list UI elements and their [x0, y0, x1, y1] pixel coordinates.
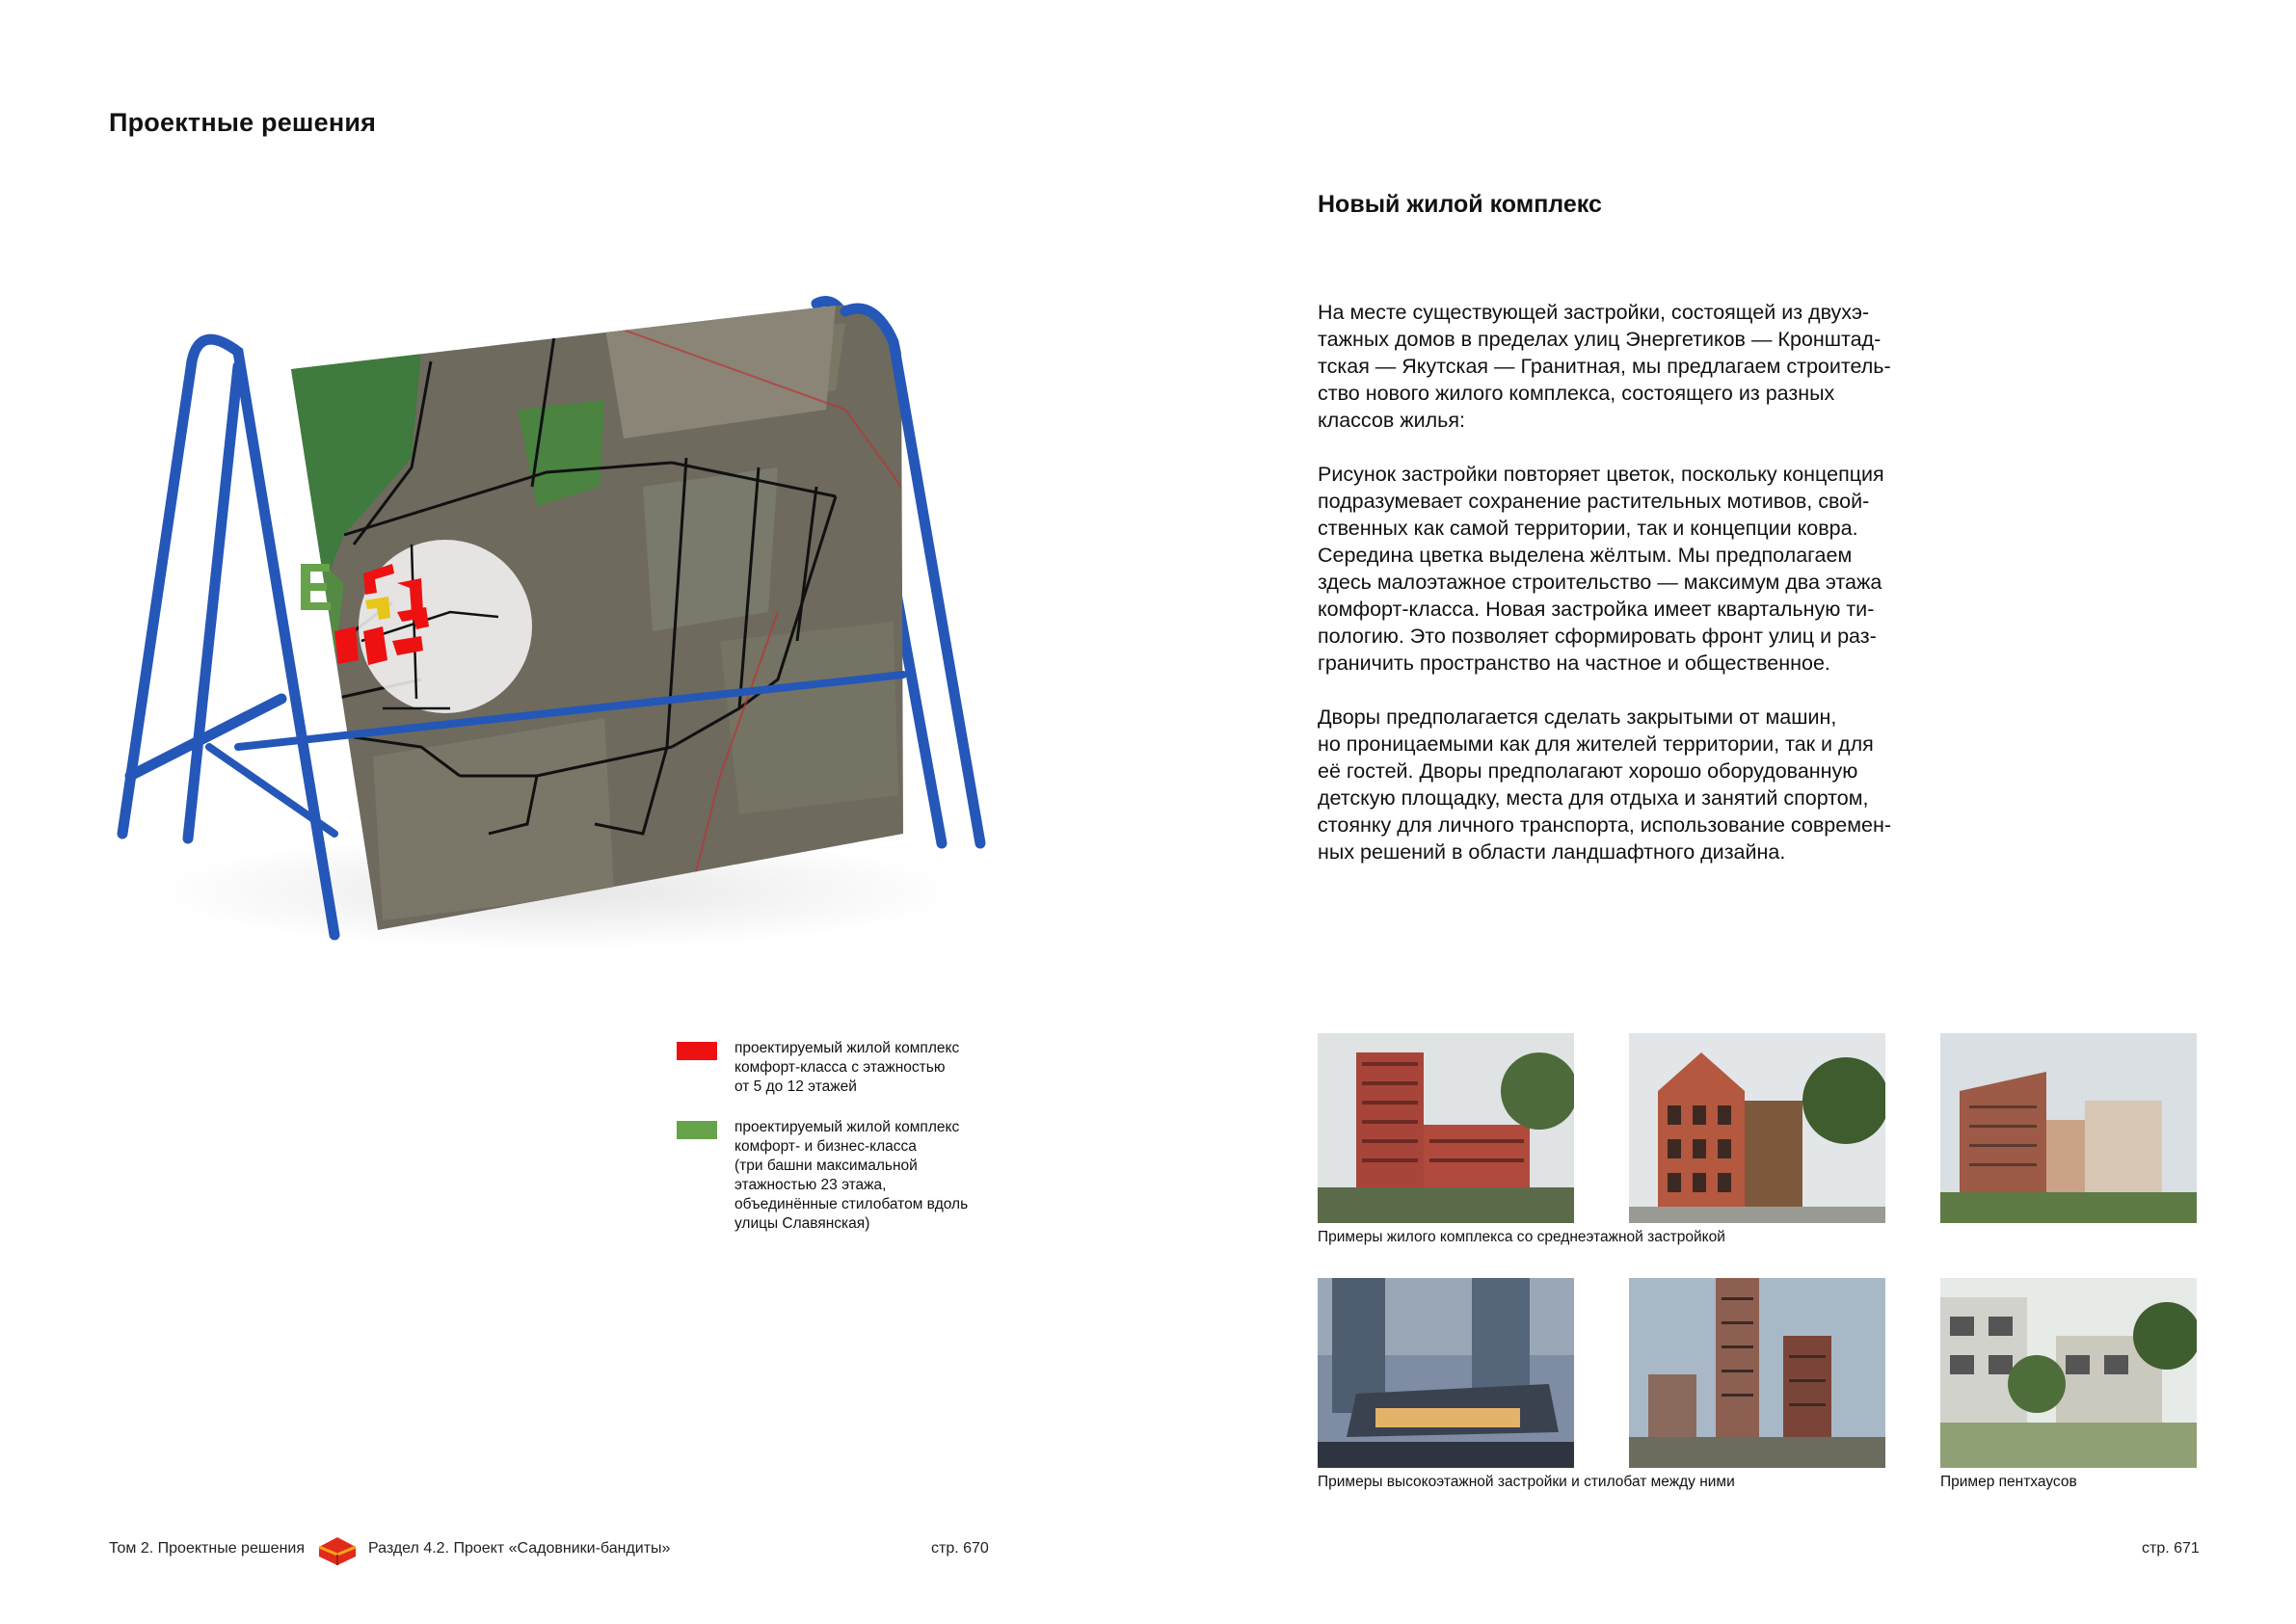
- legend-text-green: проектируемый жилой комплекс комфорт- и бизнес-класса (три башни максимальной этажностью 23 этажа, объединённые стилобатом вдоль улицы Славянская): [734, 1119, 969, 1232]
- paragraph-3: Дворы предполагается сделать закрытыми от машин, но проницаемыми как для жителей территории, так и для её гостей. Дворы предполагают хорошо оборудованную детскую площадку, места для отдыха и занятий спортом, стоянку для личного транспорта, использование современ- ных решений в области ландшафтного дизайна.: [1318, 706, 1891, 864]
- footer-page-right: стр. 671: [2142, 1540, 2200, 1557]
- map-legend: [677, 1039, 985, 1255]
- photo-highrise-2: [1629, 1278, 1885, 1468]
- section-title: Проектные решения: [109, 108, 377, 137]
- article-title: Новый жилой комплекс: [1318, 191, 1602, 218]
- paragraph-2: Рисунок застройки повторяет цветок, поскольку концепция подразумевает сохранение растительных мотивов, свой- ственных как самой территории, так и концепции ковра. Середина цветка выделена жёлтым. Мы предполагаем здесь малоэтажное строительство — максимум два этажа комфорт-класса. Новая застройка имеет квартальную ти- пологию. Это позволяет сформировать фронт улиц и раз- граничить пространство на частное и общественное.: [1318, 463, 1884, 675]
- legend-swatch-green: [677, 1121, 717, 1139]
- legend-item-red: [677, 1039, 985, 1097]
- legend-swatch-red: [677, 1042, 717, 1060]
- photo-penthouse: [1940, 1278, 2197, 1468]
- article-body: [1318, 299, 1954, 892]
- photo-midrise-2: [1629, 1033, 1885, 1223]
- legend-text-red: проектируемый жилой комплекс комфорт-класса с этажностью от 5 до 12 этажей: [734, 1040, 960, 1095]
- legend-item-green: [677, 1118, 985, 1234]
- caption-highrise: Примеры высокоэтажной застройки и стилобат между ними: [1318, 1474, 1735, 1490]
- caption-penthouse: Пример пентхаусов: [1940, 1474, 2077, 1490]
- photo-midrise-3: [1940, 1033, 2197, 1223]
- book-logo-icon: [317, 1533, 358, 1566]
- paragraph-1: На месте существующей застройки, состоящей из двухэ- тажных домов в пределах улиц Энергетиков — Кронштад- тская — Якутская — Гранитная, мы предлагаем строитель- ство нового жилого комплекса, состоящего из разных классов жилья:: [1318, 301, 1891, 432]
- footer-volume: Том 2. Проектные решения: [109, 1540, 306, 1557]
- map-stand-illustration: [103, 294, 993, 1009]
- caption-midrise: Примеры жилого комплекса со среднеэтажной застройкой: [1318, 1229, 1725, 1245]
- photo-highrise-1: [1318, 1278, 1574, 1468]
- footer-page-left: стр. 670: [931, 1540, 989, 1557]
- footer-section: Раздел 4.2. Проект «Садовники-бандиты»: [368, 1540, 671, 1557]
- photo-midrise-1: [1318, 1033, 1574, 1223]
